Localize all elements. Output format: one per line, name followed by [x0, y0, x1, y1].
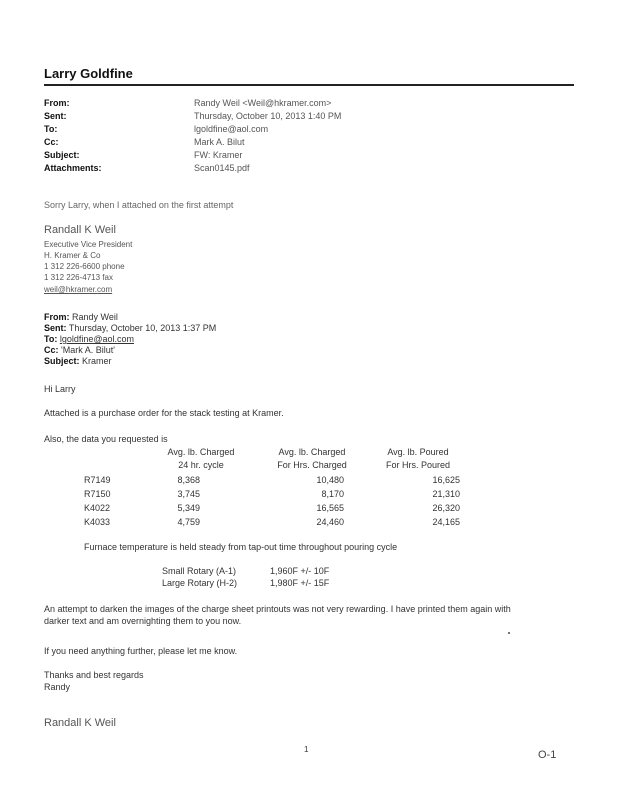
- forward-subject-line: [44, 356, 112, 367]
- paragraph-darken-2: darker text and am overnighting them to you now.: [44, 616, 242, 626]
- table-cell: 3,745: [177, 489, 200, 499]
- table-cell: 8,170: [321, 489, 344, 499]
- signature-company: H. Kramer & Co: [44, 251, 101, 260]
- scan-speck: [508, 632, 510, 634]
- table-header-poured-hrs: Avg. lb. Poured: [387, 447, 449, 457]
- forward-sent-line: [44, 323, 216, 334]
- header-subject-label: Subject:: [44, 150, 80, 160]
- header-sent-value: Thursday, October 10, 2013 1:40 PM: [194, 111, 342, 121]
- table-subheader-charged-24h: 24 hr. cycle: [178, 460, 224, 470]
- signature-fax: 1 312 226-4713 fax: [44, 273, 113, 282]
- closing-name: Randy: [44, 682, 71, 692]
- table-cell: 24,165: [432, 517, 460, 527]
- closing-line: Thanks and best regards: [44, 670, 144, 680]
- header-sent-label: Sent:: [44, 111, 67, 121]
- signature-title: Executive Vice President: [44, 240, 133, 249]
- rotary-large-value: 1,980F +/- 15F: [270, 578, 330, 588]
- signature-phone: 1 312 226-6600 phone: [44, 262, 125, 271]
- table-cell: 16,625: [432, 475, 460, 485]
- signature-email-link[interactable]: weil@hkramer.com: [44, 285, 113, 294]
- page-number: 1: [304, 745, 309, 754]
- forward-subject-label: Subject:: [44, 356, 80, 366]
- forward-cc-value: 'Mark A. Bilut': [61, 345, 115, 355]
- header-from-label: From:: [44, 98, 70, 108]
- table-row-id: K4033: [84, 517, 111, 527]
- rotary-small-value: 1,960F +/- 10F: [270, 566, 330, 576]
- table-cell: 21,310: [432, 489, 460, 499]
- sender-name: Larry Goldfine: [44, 66, 133, 81]
- table-subheader-poured-hrs: For Hrs. Poured: [385, 460, 451, 470]
- table-cell: 10,480: [316, 475, 344, 485]
- table-row-id: R7150: [84, 489, 111, 499]
- header-to-value: lgoldfine@aol.com: [194, 124, 269, 134]
- forward-sent-value: Thursday, October 10, 2013 1:37 PM: [68, 323, 217, 333]
- header-attachments-label: Attachments:: [44, 163, 102, 173]
- header-subject-value: FW: Kramer: [194, 150, 243, 160]
- forward-from-label: From:: [44, 312, 70, 322]
- table-cell: 5,349: [177, 503, 200, 513]
- table-cell: 26,320: [432, 503, 460, 513]
- table-subheader-charged-hrs: For Hrs. Charged: [277, 460, 347, 470]
- forward-sent-label: Sent:: [44, 323, 67, 333]
- table-header-charged-hrs: Avg. lb. Charged: [278, 447, 346, 457]
- table-cell: 8,368: [177, 475, 200, 485]
- forward-from-value: Randy Weil: [72, 312, 118, 322]
- header-cc-label: Cc:: [44, 137, 59, 147]
- forward-cc-line: [44, 345, 115, 356]
- furnace-note: Furnace temperature is held steady from tap-out time throughout pouring cycle: [84, 542, 398, 552]
- paragraph-darken-1: An attempt to darken the images of the charge sheet printouts was not very rewarding. I have printed them again with: [44, 604, 511, 614]
- rotary-small-label: Small Rotary (A-1): [162, 566, 237, 576]
- header-cc-value: Mark A. Bilut: [194, 137, 245, 147]
- forward-to-label: To:: [44, 334, 58, 344]
- intro-line: Sorry Larry, when I attached on the first attempt: [44, 200, 234, 210]
- footer-name: Randall K Weil: [44, 717, 116, 729]
- table-header-charged-24h: Avg. lb. Charged: [167, 447, 235, 457]
- signature-name: Randall K Weil: [44, 224, 116, 236]
- forward-to-line: [44, 334, 134, 345]
- table-row-id: K4022: [84, 503, 111, 513]
- rotary-large-label: Large Rotary (H-2): [162, 578, 238, 588]
- forward-to-value[interactable]: lgoldfine@aol.com: [59, 334, 135, 344]
- body-purchase-order: Attached is a purchase order for the stack testing at Kramer.: [44, 408, 284, 418]
- forward-from-line: [44, 312, 118, 323]
- table-cell: 24,460: [316, 517, 344, 527]
- document-code: O-1: [538, 749, 557, 761]
- header-from-value: Randy Weil <Weil@hkramer.com>: [194, 98, 332, 108]
- forward-cc-label: Cc:: [44, 345, 59, 355]
- paragraph-further: If you need anything further, please let me know.: [44, 646, 238, 656]
- header-attachments-value: Scan0145.pdf: [194, 163, 250, 173]
- table-cell: 16,565: [316, 503, 344, 513]
- header-to-label: To:: [44, 124, 58, 134]
- table-row-id: R7149: [84, 475, 111, 485]
- body-data-requested: Also, the data you requested is: [44, 434, 168, 444]
- forward-subject-value: Kramer: [82, 356, 112, 366]
- header-divider: [44, 84, 574, 86]
- table-cell: 4,759: [177, 517, 200, 527]
- greeting: Hi Larry: [44, 384, 76, 394]
